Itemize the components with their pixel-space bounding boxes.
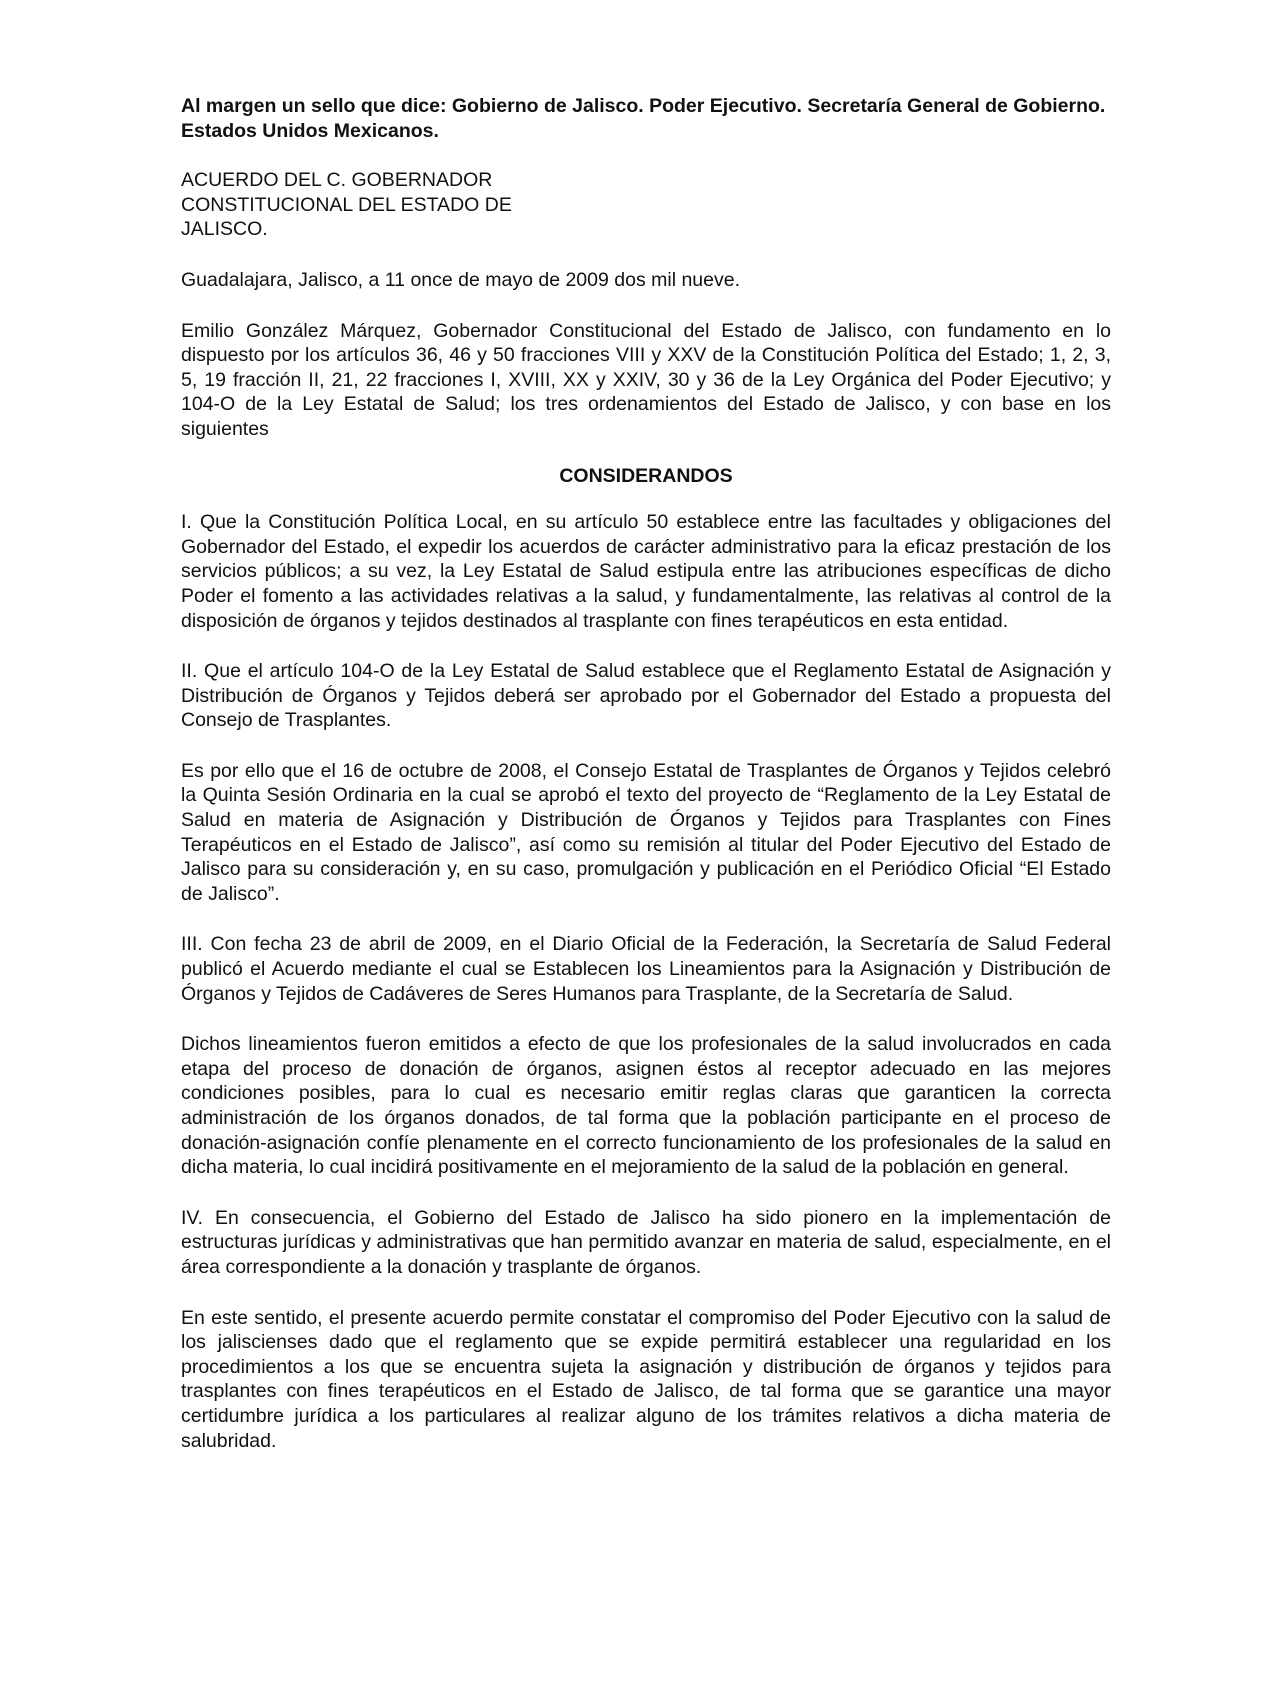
place-date-line: Guadalajara, Jalisco, a 11 once de mayo de 2009 dos mil nueve. [181, 268, 740, 291]
considerando-paragraph-5: Dichos lineamientos fueron emitidos a efecto de que los profesionales de la salud involucrados en cada etapa del proceso de donación de órganos, asignen éstos al receptor adecuado en las mejores condiciones posibles, para lo cual es necesario emitir reglas claras que garanticen la correcta administración de los órganos donados, de tal forma que la población participante en el proceso de donación-asignación confíe plenamente en el correcto funcionamiento de los profesionales de la salud en dicha materia, lo cual incidirá positivamente en el mejoramiento de la salud de la población en general. [181, 1033, 1111, 1179]
document-body [181, 94, 1111, 1479]
considerando-paragraph-1: I. Que la Constitución Política Local, en su artículo 50 establece entre las facultades y obligaciones del Gobernador del Estado, el expedir los acuerdos de carácter administrativo para la eficaz prestación de los servicios públicos; a su vez, la Ley Estatal de Salud estipula entre las atribuciones específicas de dicho Poder el fomento a las actividades relativas a la salud, y fundamentalmente, las relativas al control de la disposición de órganos y tejidos destinados al trasplante con fines terapéuticos en esta entidad. [181, 511, 1111, 632]
considerando-paragraph-2: II. Que el artículo 104-O de la Ley Estatal de Salud establece que el Reglamento Estatal de Asignación y Distribución de Órganos y Tejidos deberá ser aprobado por el Gobernador del Estado a propuesta del Consejo de Trasplantes. [181, 660, 1111, 732]
considerando-paragraph-3: Es por ello que el 16 de octubre de 2008, el Consejo Estatal de Trasplantes de Órganos y Tejidos celebró la Quinta Sesión Ordinaria en la cual se aprobó el texto del proyecto de “Reglamento de la Ley Estatal de Salud en materia de Asignación y Distribución de Órganos y Tejidos para Trasplantes con Fines Terapéuticos en el Estado de Jalisco”, así como su remisión al titular del Poder Ejecutivo del Estado de Jalisco para su consideración y, en su caso, promulgación y publicación en el Periódico Oficial “El Estado de Jalisco”. [181, 759, 1111, 905]
agreement-title [181, 168, 1111, 242]
legal-preamble: Emilio González Márquez, Gobernador Constitucional del Estado de Jalisco, con fundamento en lo dispuesto por los artículos 36, 46 y 50 fracciones VIII y XXV de la Constitución Política del Estado; 1, 2, 3, 5, 19 fracción II, 21, 22 fracciones I, XVIII, XX y XXIV, 30 y 36 de la Ley Orgánica del Poder Ejecutivo; y 104-O de la Ley Estatal de Salud; los tres ordenamientos del Estado de Jalisco, y con base en los siguientes [181, 319, 1111, 440]
section-heading-considerandos: CONSIDERANDOS [559, 464, 733, 487]
margin-seal-note: Al margen un sello que dice: Gobierno de Jalisco. Poder Ejecutivo. Secretaría General de Gobierno. Estados Unidos Mexicanos. [181, 95, 1106, 142]
considerando-paragraph-4: III. Con fecha 23 de abril de 2009, en el Diario Oficial de la Federación, la Secretaría de Salud Federal publicó el Acuerdo mediante el cual se Establecen los Lineamientos para la Asignación y Distribución de Órganos y Tejidos de Cadáveres de Seres Humanos para Trasplante, de la Secretaría de Salud. [181, 933, 1111, 1005]
considerando-paragraph-7: En este sentido, el presente acuerdo permite constatar el compromiso del Poder Ejecutivo con la salud de los jaliscienses dado que el reglamento que se expide permitirá establecer una regularidad en los procedimientos a los que se encuentra sujeta la asignación y distribución de órganos y tejidos para trasplantes con fines terapéuticos en el Estado de Jalisco, de tal forma que se garantice una mayor certidumbre jurídica a los particulares al realizar alguno de los trámites relativos a dicha materia de salubridad. [181, 1306, 1111, 1452]
agreement-title-line: CONSTITUCIONAL DEL ESTADO DE [181, 193, 512, 216]
agreement-title-line: JALISCO. [181, 218, 268, 241]
considerando-paragraph-6: IV. En consecuencia, el Gobierno del Estado de Jalisco ha sido pionero en la implementación de estructuras jurídicas y administrativas que han permitido avanzar en materia de salud, especialmente, en el área correspondiente a la donación y trasplante de órganos. [181, 1206, 1111, 1278]
agreement-title-line: ACUERDO DEL C. GOBERNADOR [181, 169, 493, 192]
